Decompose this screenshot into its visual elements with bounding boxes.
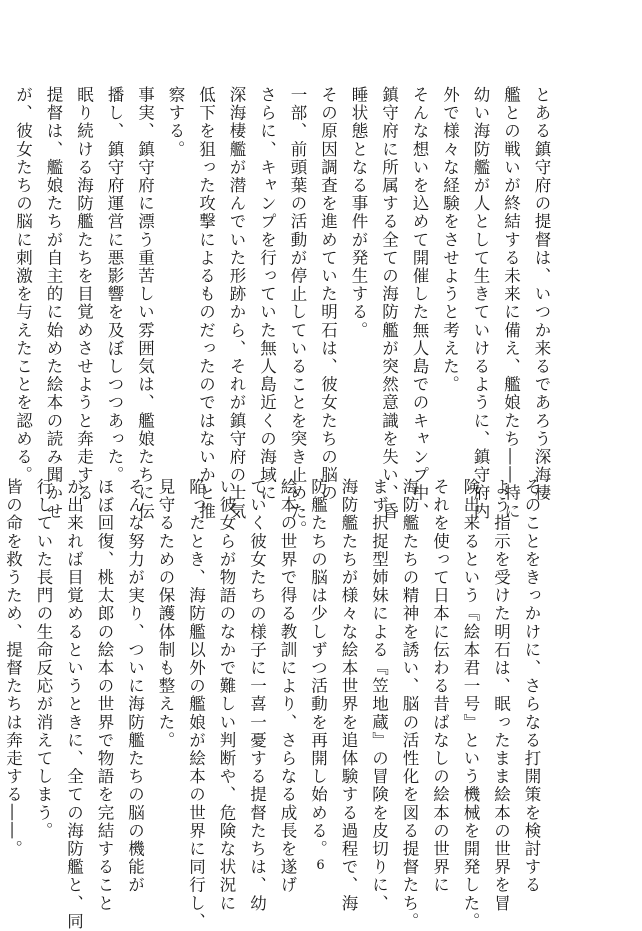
text-line: さらに、キャンプを行っていた無人島近くの海域に	[257, 86, 277, 503]
text-line: まず択捉型姉妹による『笠地蔵』の冒険を皮切りに、	[369, 478, 389, 913]
text-line: い彼女らが物語のなかで難しい判断や、危険な状況に	[217, 478, 236, 913]
text-line: ほぼ回復、桃太郎の絵本の世界で物語を完結すること	[95, 478, 114, 913]
text-line: 一部、前頭葉の活動が停止していることを突き止めた。	[288, 86, 307, 539]
text-line: 険出来るという『絵本君一号』という機械を開発した。	[461, 478, 480, 931]
text-line: 皆の命を救うため、提督たちは奔走する――。	[3, 478, 23, 859]
text-line: 低下を狙った攻撃によるものだったのではないかと推	[196, 86, 216, 521]
text-line: 播し、鎮守府運営に悪影響を及ぼしつつあった。	[105, 86, 124, 485]
text-line: 幼い海防艦が人として生きていけるように、鎮守府内	[471, 86, 490, 521]
text-line: 海防艦たちが様々な絵本世界を追体験する過程で、海	[339, 478, 358, 913]
text-line: が出来れば目覚めるというときに、全ての海防艦と、同	[64, 478, 84, 931]
text-line: 睡状態となる事件が発生する。	[349, 86, 368, 340]
text-line: ていく彼女たちの様子に一喜一憂する提督たちは、幼	[247, 478, 267, 913]
text-line: 海防艦たちの精神を誘い、脳の活性化を図る提督たち。	[400, 478, 419, 931]
upper-text-block	[7, 86, 556, 539]
text-line: そんな努力が実り、ついに海防艦たちの脳の機能が	[125, 478, 145, 895]
text-line: 艦との戦いが終結する未来に備え、艦娘たち――特に	[501, 86, 521, 521]
text-line: 深海棲艦が潜んでいた形跡から、それが鎮守府の士気	[227, 86, 246, 521]
text-line: とある鎮守府の提督は、いつか来るであろう深海棲	[532, 86, 551, 503]
text-line: それを使って日本に伝わる昔ばなしの絵本の世界に	[430, 478, 450, 895]
text-line: そんな想いを込めて開催した無人島でのキャンプ中、	[410, 86, 429, 521]
text-line: よう指示を受けた明石は、眠ったまま絵本の世界を冒	[491, 478, 511, 913]
text-line: 眠り続ける海防艦たちを目覚めさせようと奔走する	[74, 86, 94, 503]
text-line: 絵本の世界で得る教訓により、さらなる成長を遂げ	[278, 478, 297, 895]
text-line: 防艦たちの脳は少しずつ活動を再開し始める。	[308, 478, 328, 859]
text-line: 陥ったとき、海防艦以外の艦娘が絵本の世界に同行し、	[186, 478, 206, 931]
lower-text-block	[0, 478, 546, 931]
text-line: そのことをきっかけに、さらなる打開策を検討する	[522, 478, 541, 895]
text-line: 外で様々な経験をさせようと考えた。	[440, 86, 460, 394]
text-line: その原因調査を進めていた明石は、彼女たちの脳の	[318, 86, 338, 503]
text-line: 察する。	[166, 86, 185, 159]
text-line: 行していた長門の生命反応が消えてしまう。	[34, 478, 53, 840]
text-line: が、彼女たちの脳に刺激を与えたことを認める。	[13, 86, 33, 485]
text-line: 事実、鎮守府に漂う重苦しい雰囲気は、艦娘たちに伝	[135, 86, 155, 521]
text-line: 提督は、艦娘たちが自主的に始めた絵本の読み聞かせ	[44, 86, 63, 521]
text-line: 鎮守府に所属する全ての海防艦が突然意識を失い、昏	[379, 86, 399, 521]
page-number: 6	[316, 858, 326, 873]
text-line: 見守るための保護体制も整えた。	[156, 478, 175, 750]
